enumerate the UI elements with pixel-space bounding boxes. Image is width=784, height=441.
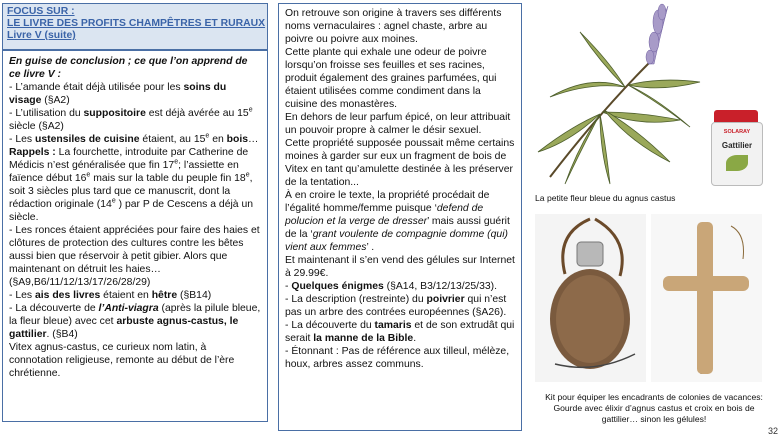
para-amulet: Cette propriété supposée poussait même certains moines à garder sur eux un fragment de bois de Vitex en tant qu’amulette destinée à les préserver de la tentation... (285, 138, 515, 188)
bottle-label: Gattilier (721, 141, 753, 150)
point-almond: - L’amande était déjà utilisée pour les soins du visage (§A2) (9, 82, 227, 106)
focus-line1: FOCUS SUR : (7, 6, 75, 17)
focus-line3: Livre V (suite) (7, 30, 76, 41)
point-brambles: - Les ronces étaient appréciées pour faire des haies et clôtures de protection des cultures contre les bêtes aussi bien que réservoir à petit gibier. Alors que maintenant on détruit les haies… (§A9,B6/11/12/13/17/26/28/29) (9, 225, 260, 288)
para-origin: On retrouve son origine à travers ses différents noms vernaculaires : agnel chaste, arbre au poivre ou poivre aux moines. (285, 8, 502, 45)
wooden-cross-photo (651, 214, 762, 382)
para-power: En dehors de leur parfum épicé, on leur attribuait un pouvoir propre à calmer le désir sexuel. (285, 112, 511, 136)
point-suppository: - L’utilisation du suppositoire est déjà avérée au 15e siècle (§A2) (9, 106, 253, 132)
conclusion-box (2, 50, 268, 422)
gourde-drawing (535, 214, 646, 382)
bottle-leaf (726, 155, 748, 171)
flower-caption: La petite fleur bleue du agnus castus (535, 193, 676, 203)
para-internet: Et maintenant il s’en vend des gélules sur Internet à 29.99€. (285, 255, 515, 279)
gattilier-bottle-image (708, 110, 764, 186)
point-vitex: Vitex agnus-castus, ce curieux nom latin, à connotation religieuse, remonte au début de l’ère chrétienne. (9, 342, 235, 379)
para-tamarisk: - La découverte du tamaris et de son extrudât qui serait la manne de la Bible. (285, 320, 515, 344)
para-enigmas: - Quelques énigmes (§A14, B3/12/13/25/33). (285, 281, 497, 292)
point-reminders: Rappels : La fourchette, introduite par Catherine de Médicis n’est généralisée que fin 17e; l’assiette en faïence début 16e mais sur la table du peuple fin 18e, soit 3 siècles plus tard que ce manuscrit, dont la rédaction originale (14e ) par P de Cescens a déjà un siècle. (9, 147, 254, 223)
gourde-photo (535, 214, 646, 382)
focus-line2: LE LIVRE DES PROFITS CHAMPÊTRES ET RURAUX (7, 18, 266, 29)
bottle-cap (714, 110, 758, 122)
page-number: 32 (767, 426, 778, 436)
bottle-body (711, 122, 763, 186)
agnus-castus-plant-image (530, 2, 708, 187)
para-surprising: - Étonnant : Pas de référence aux tilleul, mélèze, houx, arbres assez communs. (285, 346, 510, 370)
focus-header (2, 3, 268, 50)
para-text: À en croire le texte, la propriété procédait de l’égalité homme/femme puisque ‘defend de polucion et la verge de dresser’ mais aussi guérit de la ‘grant voulente de compagnie domme (qui) vient aux femmes’ . (285, 190, 510, 253)
bottle-brand: SOLARAY (723, 129, 751, 135)
para-pepper: - La description (restreinte) du poivrier qui n’est pas un arbre des contrées européennes (§A26). (285, 294, 507, 318)
point-utensils: - Les ustensiles de cuisine étaient, au 15e en bois… (9, 132, 259, 145)
para-odor: Cette plante qui exhale une odeur de poivre lorsqu’on froisse ses feuilles et ses racines, produit également des graines parfumées, qui étaient utilisées comme condiment dans la cuisine des monastères. (285, 47, 497, 110)
conclusion-intro: En guise de conclusion ; ce que l’on apprend de ce livre V : (9, 56, 248, 80)
point-anti-viagra: - La découverte de l’Anti-viagra (après la pilule bleue, la fleur bleue) avec cet arbuste agnus-castus, le gattilier. (§B4) (9, 303, 261, 340)
agnus-castus-box (278, 3, 522, 431)
cross-drawing (651, 214, 762, 382)
kit-caption: Kit pour équiper les encadrants de colonies de vacances: Gourde avec élixir d’agnus castus et croix en bois de gattilier… sinon les gélules! (545, 392, 763, 424)
point-book-boards: - Les ais des livres étaient en hêtre (§B14) (9, 290, 212, 301)
